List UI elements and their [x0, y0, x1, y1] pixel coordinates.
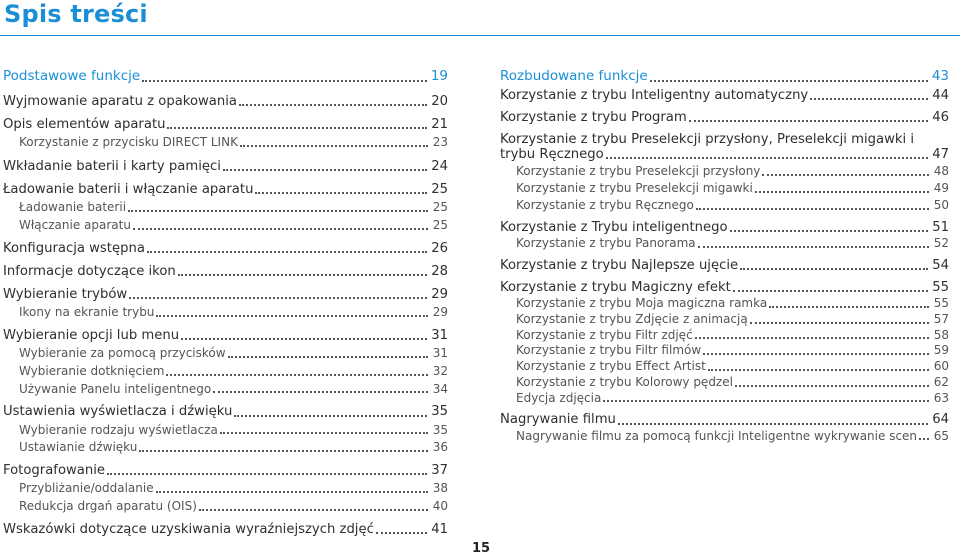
toc-entry-page: 38	[432, 481, 448, 496]
toc-entry[interactable]	[3, 500, 448, 514]
toc-entry-title: Rozbudowane funkcje	[500, 68, 648, 84]
toc-leader-dots	[234, 415, 427, 417]
toc-entry-page: 63	[933, 390, 949, 405]
toc-entry[interactable]	[500, 344, 949, 358]
toc-entry-title: Korzystanie z trybu Zdjęcie z animacją	[516, 311, 748, 326]
toc-entry-page: 24	[431, 158, 448, 174]
toc-leader-dots	[769, 306, 929, 308]
toc-entry-title: trybu Ręcznego	[500, 147, 604, 163]
toc-leader-dots	[606, 157, 929, 159]
toc-entry[interactable]	[500, 376, 949, 390]
toc-entry-title: Ikony na ekranie trybu	[19, 305, 155, 320]
toc-entry-title: Opis elementów aparatu	[3, 116, 166, 132]
toc-leader-dots	[228, 356, 428, 358]
toc-entry-page: 28	[431, 263, 448, 279]
toc-entry-page: 46	[932, 109, 949, 125]
toc-leader-dots	[376, 532, 427, 534]
toc-left-column	[3, 69, 448, 537]
toc-entry-page: 52	[933, 235, 949, 250]
toc-entry-title: Redukcja drgań aparatu (OIS)	[19, 499, 197, 514]
toc-entry-title: Korzystanie z trybu Filtr filmów	[516, 343, 702, 358]
toc-entry[interactable]	[500, 182, 949, 196]
toc-entry-page: 55	[933, 295, 949, 310]
toc-leader-dots	[156, 315, 428, 317]
toc-entry-page: 58	[933, 327, 949, 342]
toc-entry-page: 55	[932, 279, 949, 295]
toc-leader-dots	[762, 174, 929, 176]
toc-entry[interactable]	[3, 287, 448, 302]
toc-entry-title: Korzystanie z trybu Program	[500, 109, 687, 125]
toc-leader-dots	[735, 385, 929, 387]
toc-entry-page: 36	[432, 440, 448, 455]
toc-leader-dots	[107, 473, 427, 475]
toc-entry-page: 62	[933, 374, 949, 389]
toc-entry[interactable]	[3, 117, 448, 132]
toc-entry-title: Wybieranie rodzaju wyświetlacza	[19, 422, 218, 437]
toc-entry[interactable]	[3, 424, 448, 438]
toc-leader-dots	[695, 337, 929, 339]
toc-entry-title: Wybieranie dotknięciem	[19, 363, 165, 378]
toc-entry-page: 34	[432, 381, 448, 396]
toc-entry[interactable]	[500, 69, 949, 85]
toc-entry-title: Wybieranie za pomocą przycisków	[19, 346, 226, 361]
toc-entry-title: Korzystanie z trybu Filtr zdjęć	[516, 327, 693, 342]
toc-entry-page: 35	[432, 422, 448, 437]
toc-entry[interactable]	[3, 219, 448, 233]
toc-entry[interactable]	[3, 522, 448, 537]
toc-leader-dots	[199, 509, 428, 511]
toc-leader-dots	[255, 192, 427, 194]
toc-entry-title: Korzystanie z trybu Moja magiczna ramka	[516, 295, 768, 310]
toc-entry-page: 20	[431, 93, 448, 109]
toc-entry-title: Korzystanie z trybu Effect Artist	[516, 359, 706, 374]
toc-entry-title: Korzystanie z przycisku DIRECT LINK	[19, 134, 238, 149]
toc-leader-dots	[240, 145, 428, 147]
toc-entry[interactable]	[500, 329, 949, 343]
toc-entry-page: 65	[933, 428, 949, 443]
toc-entry[interactable]	[500, 220, 949, 235]
toc-entry-title: Ustawianie dźwięku	[19, 440, 138, 455]
toc-leader-dots	[755, 191, 929, 193]
toc-leader-dots	[703, 353, 929, 355]
toc-entry[interactable]	[3, 365, 448, 379]
toc-entry[interactable]	[500, 147, 949, 162]
toc-entry[interactable]	[3, 441, 448, 455]
toc-entry[interactable]	[500, 237, 949, 251]
toc-entry-title: Przybliżanie/oddalanie	[19, 481, 154, 496]
toc-entry-page: 49	[933, 181, 949, 195]
toc-entry-page: 21	[431, 116, 448, 132]
toc-entry[interactable]	[500, 313, 949, 327]
toc-entry[interactable]	[500, 412, 949, 427]
toc-leader-dots	[919, 438, 929, 440]
toc-entry[interactable]	[500, 430, 949, 444]
toc-entry[interactable]	[3, 463, 448, 478]
toc-entry-title: Korzystanie z trybu Kolorowy pędzel	[516, 374, 733, 389]
toc-entry-page: 54	[932, 257, 949, 273]
toc-leader-dots	[689, 120, 928, 122]
toc-entry[interactable]	[3, 404, 448, 419]
toc-entry-title: Podstawowe funkcje	[3, 68, 141, 84]
toc-entry-title: Wybieranie opcji lub menu	[3, 327, 180, 343]
toc-entry-title: Korzystanie z trybu Panorama	[516, 235, 696, 250]
toc-entry[interactable]	[3, 159, 448, 174]
toc-entry-page: 29	[432, 305, 448, 320]
toc-entry[interactable]	[500, 199, 949, 213]
toc-entry-page: 64	[932, 412, 949, 428]
toc-entry[interactable]	[500, 360, 949, 374]
toc-leader-dots	[147, 251, 427, 253]
toc-entry-title: Korzystanie z trybu Inteligentny automatyczny	[500, 87, 809, 103]
toc-entry[interactable]	[3, 241, 448, 256]
toc-right-column	[500, 69, 949, 443]
toc-entry-page: 40	[432, 499, 448, 514]
toc-entry[interactable]	[500, 297, 949, 311]
toc-entry-page: 59	[933, 343, 949, 358]
toc-entry-title: Włączanie aparatu	[19, 217, 131, 232]
page-title: Spis treści	[4, 0, 148, 28]
toc-entry-page: 41	[431, 522, 448, 537]
toc-leader-dots	[698, 246, 929, 248]
toc-leader-dots	[708, 369, 929, 371]
toc-leader-dots	[181, 338, 427, 340]
toc-entry-title: Konfiguracja wstępna	[3, 240, 145, 256]
toc-entry-page: 37	[431, 463, 448, 479]
toc-entry[interactable]	[3, 482, 448, 496]
toc-entry-title: Korzystanie z trybu Preselekcji migawki	[516, 181, 753, 195]
toc-entry-page: 31	[431, 327, 448, 343]
toc-entry-page: 35	[431, 404, 448, 420]
toc-entry-title: Korzystanie z trybu Magiczny efekt	[500, 279, 731, 295]
toc-entry-page: 31	[432, 346, 448, 361]
toc-entry-title: Informacje dotyczące ikon	[3, 263, 176, 279]
toc-leader-dots	[730, 230, 929, 232]
toc-entry-title: Wskazówki dotyczące uzyskiwania wyraźniejszych zdjęć	[3, 522, 374, 537]
toc-entry-title: Wyjmowanie aparatu z opakowania	[3, 93, 237, 109]
toc-entry-title: Korzystanie z trybu Preselekcji przysłony	[516, 164, 761, 179]
toc-entry[interactable]	[3, 201, 448, 215]
toc-leader-dots	[167, 127, 427, 129]
toc-entry-title: Korzystanie z trybu Preselekcji przysłony, Preselekcji migawki i	[500, 131, 915, 147]
toc-leader-dots	[750, 322, 929, 324]
toc-entry-title: Ładowanie baterii i włączanie aparatu	[3, 181, 254, 197]
toc-leader-dots	[220, 432, 428, 434]
toc-entry-page: 26	[431, 240, 448, 256]
toc-leader-dots	[213, 391, 428, 393]
toc-leader-dots	[696, 208, 929, 210]
toc-entry[interactable]	[500, 132, 949, 147]
toc-leader-dots	[650, 80, 928, 82]
toc-entry[interactable]	[3, 328, 448, 343]
toc-entry[interactable]	[500, 280, 949, 295]
toc-leader-dots	[128, 210, 428, 212]
toc-entry[interactable]	[3, 94, 448, 109]
toc-entry-title: Nagrywanie filmu za pomocą funkcji Inteligentne wykrywanie scen	[516, 428, 918, 443]
toc-entry-title: Wkładanie baterii i karty pamięci	[3, 158, 221, 174]
toc-entry[interactable]	[3, 69, 448, 85]
toc-leader-dots	[618, 423, 928, 425]
toc-leader-dots	[178, 274, 427, 276]
toc-entry-title: Edycja zdjęcia	[516, 390, 602, 405]
toc-entry[interactable]	[500, 392, 949, 406]
toc-entry[interactable]	[3, 182, 448, 197]
toc-entry-title: Korzystanie z trybu Ręcznego	[516, 197, 694, 212]
toc-entry[interactable]	[3, 306, 448, 320]
toc-entry-page: 44	[932, 87, 949, 103]
toc-entry-title: Wybieranie trybów	[3, 286, 128, 302]
toc-entry[interactable]	[500, 88, 949, 103]
toc-leader-dots	[142, 80, 427, 82]
toc-entry-title: Korzystanie z trybu Najlepsze ujęcie	[500, 257, 739, 273]
toc-leader-dots	[239, 104, 427, 106]
toc-leader-dots	[133, 228, 428, 230]
toc-leader-dots	[139, 450, 428, 452]
toc-entry[interactable]	[3, 136, 448, 150]
toc-entry-page: 25	[431, 181, 448, 197]
toc-entry-page: 57	[933, 311, 949, 326]
toc-entry-title: Używanie Panelu inteligentnego	[19, 381, 212, 396]
toc-entry[interactable]	[500, 165, 949, 179]
toc-entry-title: Nagrywanie filmu	[500, 412, 616, 428]
toc-entry-page: 25	[432, 217, 448, 232]
toc-entry[interactable]	[3, 264, 448, 279]
toc-entry[interactable]	[3, 347, 448, 361]
toc-entry[interactable]	[3, 383, 448, 397]
toc-entry-title: Fotografowanie	[3, 463, 106, 479]
title-rule	[0, 35, 960, 36]
toc-leader-dots	[223, 169, 427, 171]
toc-entry-title: Korzystanie z Trybu inteligentnego	[500, 219, 728, 235]
toc-entry-title: Ładowanie baterii	[19, 200, 127, 214]
toc-entry-page: 60	[933, 359, 949, 374]
toc-leader-dots	[810, 98, 928, 100]
toc-entry-page: 50	[933, 197, 949, 212]
toc-leader-dots	[166, 374, 428, 376]
toc-leader-dots	[733, 290, 928, 292]
toc-entry-page: 47	[932, 147, 949, 163]
toc-entry-page: 25	[432, 200, 448, 214]
toc-entry-page: 43	[931, 68, 949, 84]
toc-entry[interactable]	[500, 258, 949, 273]
toc-leader-dots	[156, 491, 428, 493]
page-number: 15	[472, 541, 491, 556]
toc-entry-page: 23	[432, 134, 448, 149]
toc-entry[interactable]	[500, 110, 949, 125]
toc-entry-page: 19	[430, 68, 448, 84]
toc-entry-page: 51	[932, 219, 949, 235]
toc-leader-dots	[603, 400, 929, 402]
toc-leader-dots	[129, 297, 427, 299]
toc-entry-title: Ustawienia wyświetlacza i dźwięku	[3, 404, 233, 420]
toc-entry-page: 32	[432, 363, 448, 378]
toc-entry-page: 48	[933, 164, 949, 179]
toc-entry-page: 29	[431, 286, 448, 302]
toc-leader-dots	[740, 268, 928, 270]
